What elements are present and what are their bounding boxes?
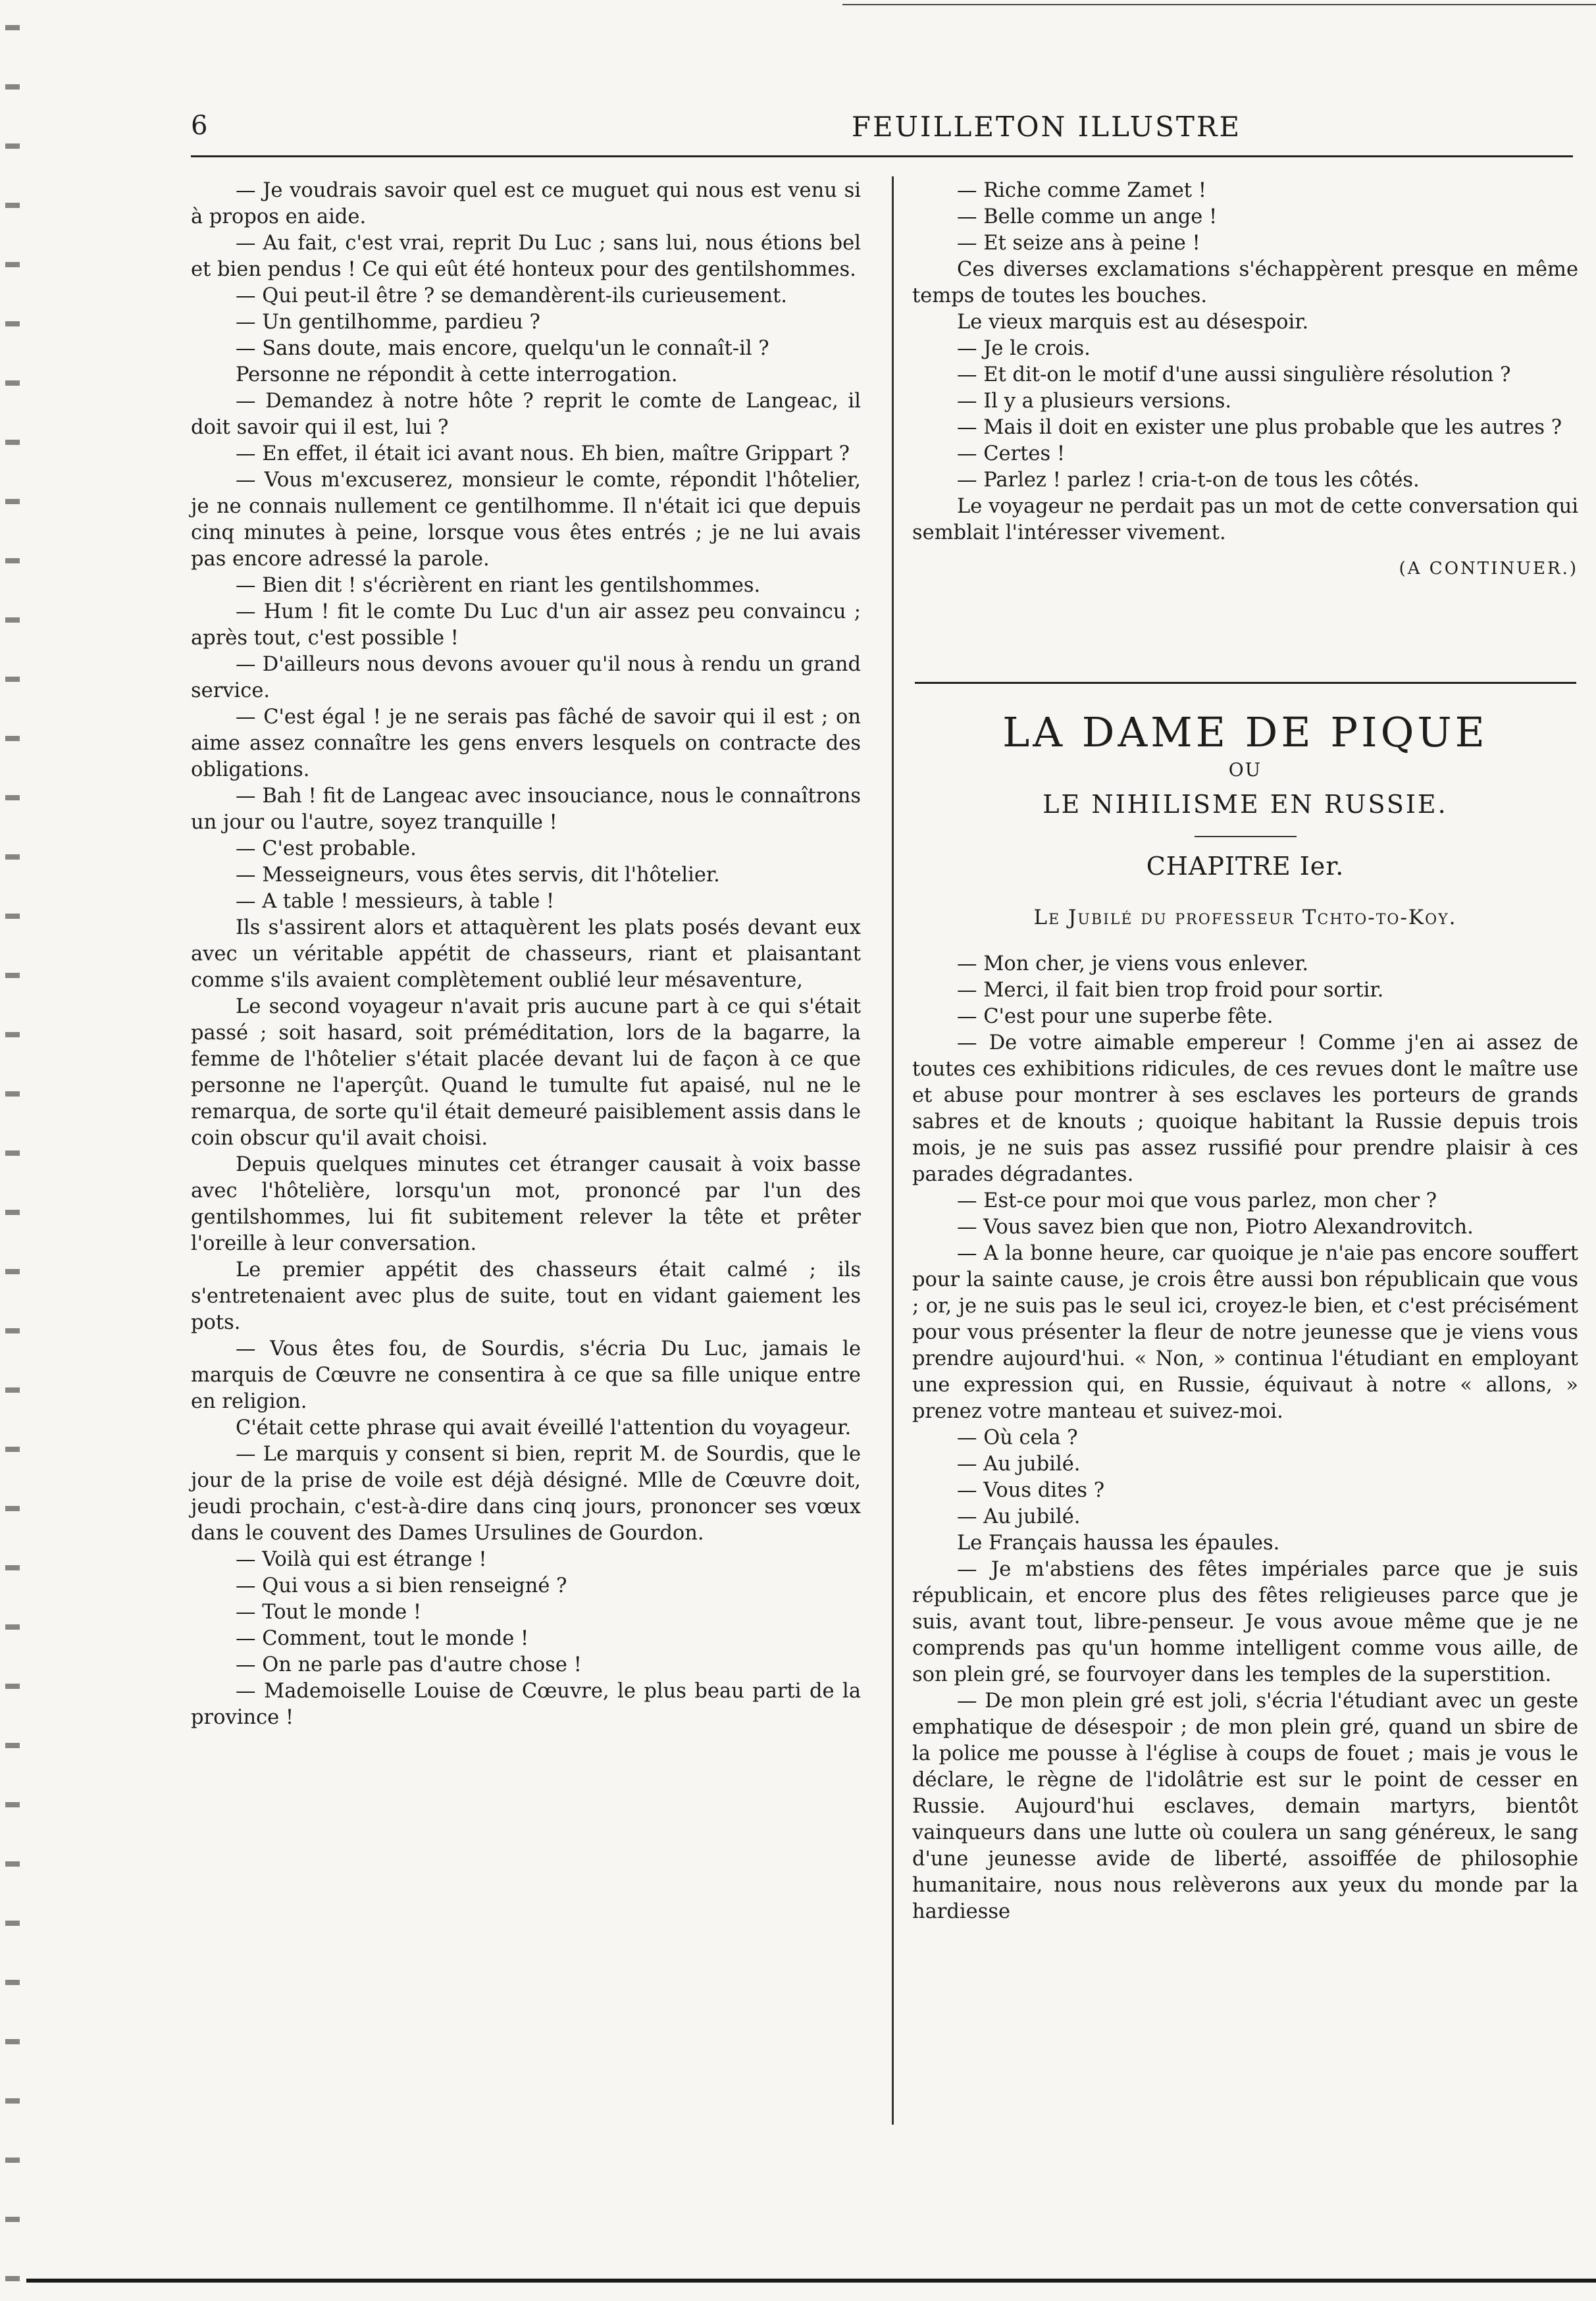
paragraph: — Au jubilé. <box>957 1505 1081 1528</box>
paragraph: — D'ailleurs nous devons avouer qu'il nous à rendu un grand service. <box>191 653 861 702</box>
paragraph: — Vous m'excuserez, monsieur le comte, répondit l'hôtelier, je ne connais nullement ce gentilhomme. Il n'était ici que depuis cinq minutes à peine, lorsque vous êtes entrés ; je ne lui avais pas encore adressé la parole. <box>191 469 861 571</box>
scan-edge <box>5 0 20 2301</box>
paragraph: — Il y a plusieurs versions. <box>957 390 1232 413</box>
paragraph: — Un gentilhomme, pardieu ? <box>236 311 540 334</box>
paragraph: — Sans doute, mais encore, quelqu'un le connaît-il ? <box>236 337 769 360</box>
right-column-bottom <box>912 951 1578 1925</box>
paragraph: — Est-ce pour moi que vous parlez, mon cher ? <box>957 1189 1437 1212</box>
paragraph: — C'est probable. <box>236 837 417 860</box>
paragraph: Ils s'assirent alors et attaquèrent les plats posés devant eux avec un véritable appétit de chasseurs, riant et plaisantant comme s'ils avaient complètement oublié leur mésaventure, <box>191 916 861 992</box>
paragraph: — Vous dites ? <box>957 1479 1105 1502</box>
paragraph: — Mademoiselle Louise de Cœuvre, le plus beau parti de la province ! <box>191 1680 861 1729</box>
paragraph: C'était cette phrase qui avait éveillé l'attention du voyageur. <box>236 1416 852 1439</box>
paragraph: — A table ! messieurs, à table ! <box>236 890 555 913</box>
paragraph: — Parlez ! parlez ! cria-t-on de tous les côtés. <box>957 469 1420 492</box>
paragraph: — Riche comme Zamet ! <box>957 179 1206 202</box>
paragraph: Depuis quelques minutes cet étranger causait à voix basse avec l'hôtelière, lorsqu'un mot, prononcé par l'un des gentilshommes, lui fit subitement relever la tête et prêter l'oreille à leur conversation. <box>191 1153 861 1255</box>
paragraph: — Au jubilé. <box>957 1453 1081 1476</box>
chapter-title: Le Jubilé du professeur Tchto-to-Koy. <box>1033 906 1457 929</box>
paragraph: — Mais il doit en exister une plus probable que les autres ? <box>957 416 1562 439</box>
paragraph: — Hum ! fit le comte Du Luc d'un air assez peu convaincu ; après tout, c'est possible ! <box>191 600 861 650</box>
paragraph: — Et dit-on le motif d'une aussi singulière résolution ? <box>957 363 1511 386</box>
paragraph: — Vous êtes fou, de Sourdis, s'écria Du Luc, jamais le marquis de Cœuvre ne consentira à ce que sa fille unique entre en religion. <box>191 1337 861 1413</box>
paragraph: — Demandez à notre hôte ? reprit le comte de Langeac, il doit savoir qui il est, lui ? <box>191 390 861 439</box>
paragraph: — De mon plein gré est joli, s'écria l'étudiant avec un geste emphatique de désespoir ; de mon plein gré, quand un sbire de la police me pousse à l'église à coups de fouet ; mais je vous le déclare, le règne de l'idolâtrie est sur le point de cesser en Russie. Aujourd'hui esclaves, demain martyrs, bientôt vainqueurs dans une lutte où coulera un sang généreux, le sang d'une jeunesse avide de liberté, assoiffée de philosophie humanitaire, nous nous relèverons aux yeux du monde par la hardiesse <box>912 1690 1578 1923</box>
paragraph: — Voilà qui est étrange ! <box>236 1548 487 1571</box>
paragraph: Le vieux marquis est au désespoir. <box>957 311 1309 334</box>
paragraph: Le premier appétit des chasseurs était calmé ; ils s'entretenaient avec plus de suite, tout en vidant gaiement les pots. <box>191 1258 861 1334</box>
paragraph: — Tout le monde ! <box>236 1601 422 1624</box>
page-header <box>191 111 1573 143</box>
paragraph: — En effet, il était ici avant nous. Eh bien, maître Grippart ? <box>236 442 850 465</box>
right-column-top <box>912 178 1578 582</box>
bottom-rule <box>26 2279 1596 2283</box>
paragraph: — Je voudrais savoir quel est ce muguet qui nous est venu si à propos en aide. <box>191 179 861 228</box>
novel-title: LA DAME DE PIQUE <box>1002 708 1488 756</box>
paragraph: — On ne parle pas d'autre chose ! <box>236 1653 582 1676</box>
paragraph: — A la bonne heure, car quoique je n'aie pas encore souffert pour la sainte cause, je crois être aussi bon républicain que vous ; or, je ne suis pas le seul ici, croyez-le bien, et c'est précisément pour vous présenter la fleur de notre jeunesse que je viens vous prendre aujourd'hui. « Non, » continua l'étudiant en employant une expression qui, en Russie, équivaut à notre « allons, » prenez votre manteau et suivez-moi. <box>912 1242 1578 1423</box>
paragraph: Personne ne répondit à cette interrogation. <box>236 363 678 386</box>
paragraph: — Mon cher, je viens vous enlever. <box>957 952 1309 975</box>
paragraph: — Merci, il fait bien trop froid pour sortir. <box>957 979 1384 1002</box>
paragraph: Le voyageur ne perdait pas un mot de cette conversation qui semblait l'intéresser vivement. <box>912 495 1578 544</box>
chapter-heading: CHAPITRE Ier. <box>1146 852 1345 881</box>
paragraph: — Le marquis y consent si bien, reprit M. de Sourdis, que le jour de la prise de voile est déjà désigné. Mlle de Cœuvre doit, jeudi prochain, c'est-à-dire dans cinq jours, prononcer ses vœux dans le couvent des Dames Ursulines de Gourdon. <box>191 1443 861 1545</box>
novel-subtitle: LE NIHILISME EN RUSSIE. <box>1043 790 1448 819</box>
paragraph: — Je le crois. <box>957 337 1091 360</box>
paragraph: Le Français haussa les épaules. <box>957 1532 1280 1555</box>
continuation-note: (A CONTINUER.) <box>1399 559 1578 579</box>
novel-heading <box>912 708 1578 929</box>
paragraph: — C'est pour une superbe fête. <box>957 1005 1274 1028</box>
paragraph: — De votre aimable empereur ! Comme j'en ai assez de toutes ces exhibitions ridicules, de ces revues dont le maître use et abuse pour montrer à ses esclaves les porteurs de grands sabres et de knouts ; quoique habitant la Russie depuis trois mois, je ne suis pas assez russifié pour prendre plaisir à ces parades dégradantes. <box>912 1031 1578 1186</box>
paragraph: — Certes ! <box>957 442 1066 465</box>
paragraph: — Au fait, c'est vrai, reprit Du Luc ; sans lui, nous étions bel et bien pendus ! Ce qui eût été honteux pour des gentilshommes. <box>191 232 861 281</box>
page-number: 6 <box>191 111 208 141</box>
paragraph: — Belle comme un ange ! <box>957 205 1218 228</box>
running-title: FEUILLETON ILLUSTRE <box>851 111 1242 143</box>
paragraph: — Et seize ans à peine ! <box>957 232 1200 255</box>
paragraph: — Je m'abstiens des fêtes impériales parce que je suis républicain, et encore plus des fêtes religieuses parce que je suis, avant tout, libre-penseur. Je vous avoue même que je ne comprends pas qu'un homme intelligent comme vous aille, de son plein gré, se fourvoyer dans les temples de la superstition. <box>912 1558 1578 1686</box>
paragraph: — Messeigneurs, vous êtes servis, dit l'hôtelier. <box>236 864 720 887</box>
paragraph: — Qui vous a si bien renseigné ? <box>236 1574 567 1597</box>
paragraph: — C'est égal ! je ne serais pas fâché de savoir qui il est ; on aime assez connaître les gens envers lesquels on contracte des obligations. <box>191 706 861 781</box>
paragraph: — Vous savez bien que non, Piotro Alexandrovitch. <box>957 1216 1474 1239</box>
paragraph: — Bien dit ! s'écrièrent en riant les gentilshommes. <box>236 574 761 597</box>
paragraph: — Où cela ? <box>957 1426 1078 1449</box>
left-column <box>191 178 861 1731</box>
novel-conjunction: OU <box>1228 759 1262 781</box>
short-rule <box>1195 836 1297 837</box>
column-divider <box>892 176 894 2125</box>
paragraph: — Bah ! fit de Langeac avec insouciance, nous le connaîtrons un jour ou l'autre, soyez tranquille ! <box>191 785 861 834</box>
paragraph: Le second voyageur n'avait pris aucune part à ce qui s'était passé ; soit hasard, soit préméditation, lors de la bagarre, la femme de l'hôtelier s'était placée devant lui de façon à ce que personne ne l'aperçût. Quand le tumulte fut apaisé, nul ne le remarqua, de sorte qu'il était demeuré paisiblement assis dans le coin obscur qu'il avait choisi. <box>191 995 861 1150</box>
paragraph: — Qui peut-il être ? se demandèrent-ils curieusement. <box>236 284 787 307</box>
header-rule <box>191 155 1573 157</box>
top-border-rule <box>842 4 1596 5</box>
paragraph: — Comment, tout le monde ! <box>236 1627 529 1650</box>
section-rule <box>915 682 1576 684</box>
paragraph: Ces diverses exclamations s'échappèrent presque en même temps de toutes les bouches. <box>912 258 1578 307</box>
